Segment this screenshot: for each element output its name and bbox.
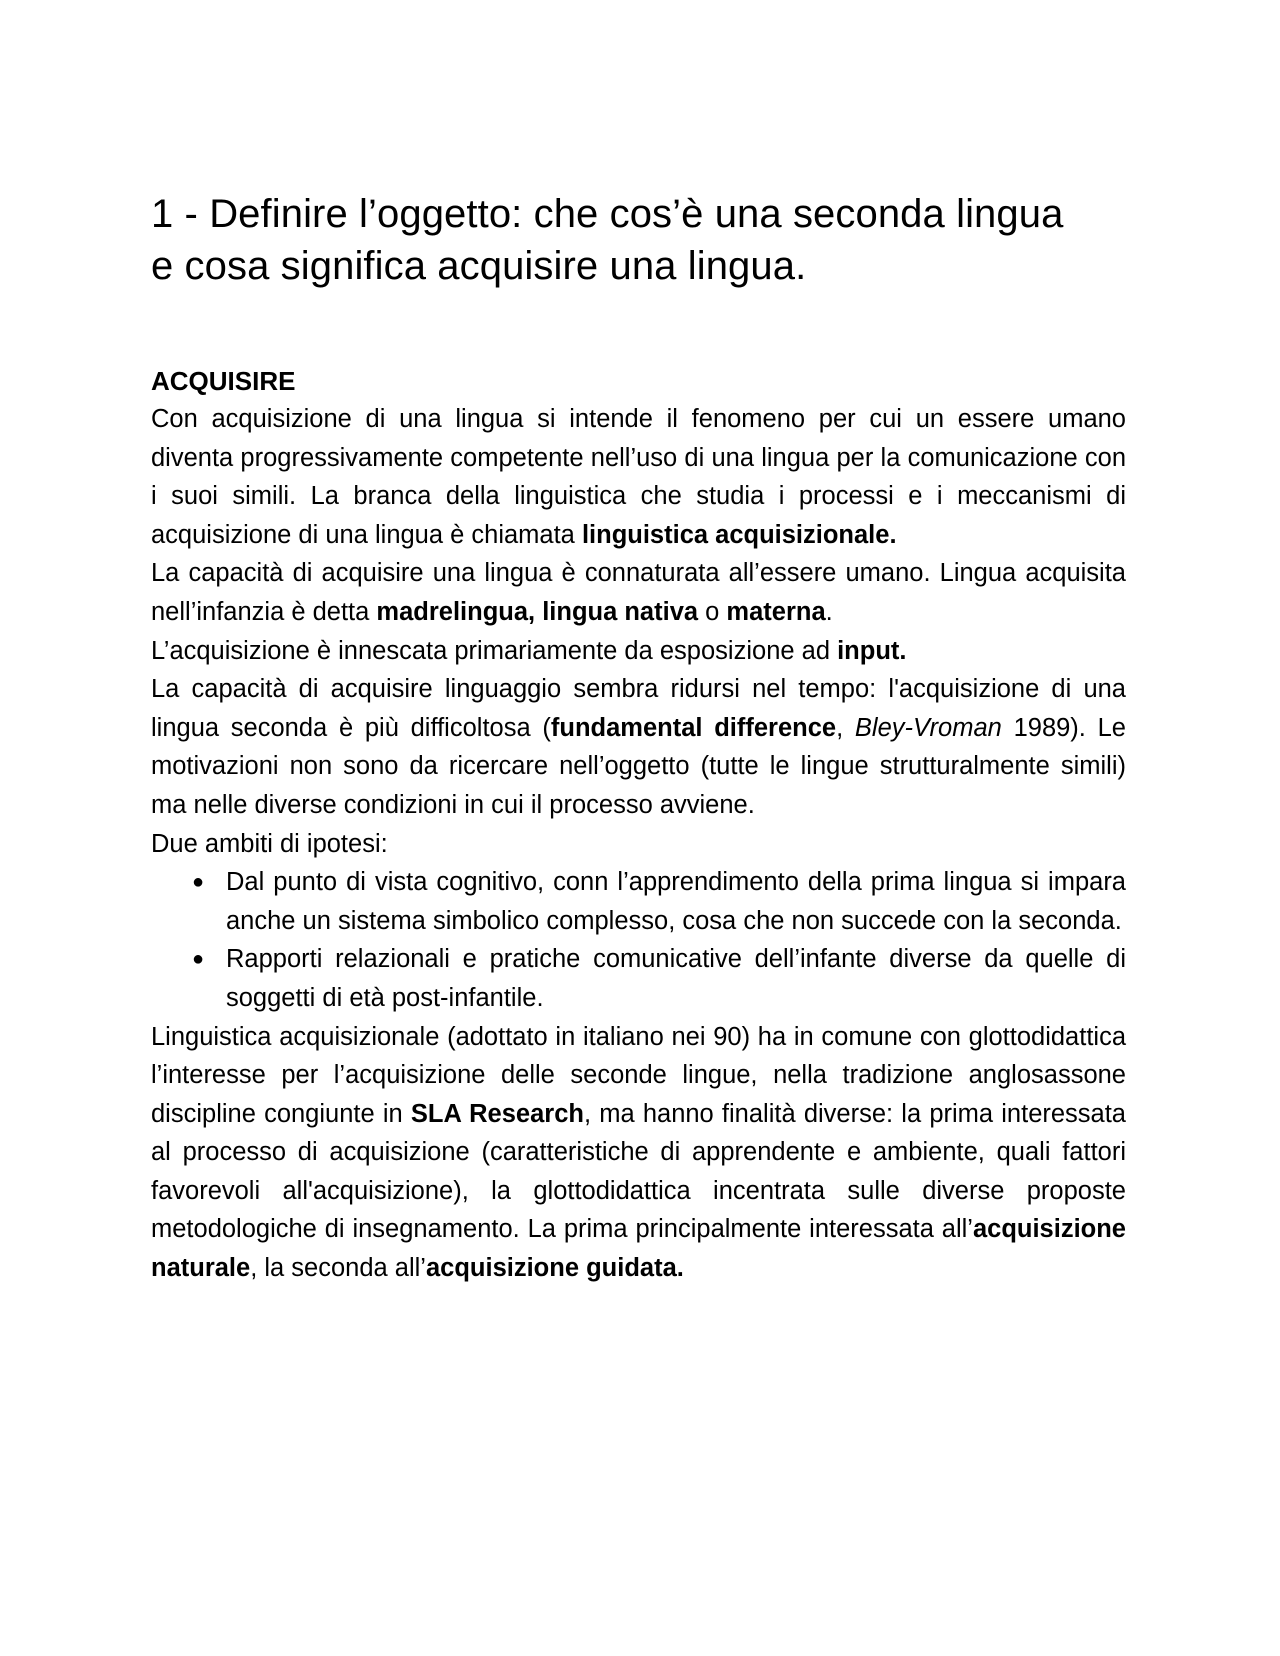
paragraph-fundamental-difference [151,670,1126,824]
section-heading: ACQUISIRE [151,366,296,396]
page-title [151,188,1126,292]
p4-italic-1: Bley-Vroman [854,713,1002,742]
hypotheses-list [151,863,1126,1017]
p1-bold-term: linguistica acquisizionale. [581,520,897,549]
paragraph-native-language [151,554,1126,631]
p4-text-1: La capacità di acquisire linguaggio sembra ridursi nel tempo: l'acquisizione di una lingua seconda è più difficoltosa ( [151,675,1126,742]
paragraph-sla-research [151,1018,1126,1288]
p2-bold-1: madrelingua, lingua nativa [376,597,699,626]
p6-text-1: Linguistica acquisizionale (adottato in italiano nei 90) ha in comune con glottodidattica l’interesse per l’acquisizione delle seconde lingue, nella tradizione anglosassone discipline congiunte in [151,1022,1126,1128]
list-item-text: Dal punto di vista cognitivo, conn l’apprendimento della prima lingua si impara anche un sistema simbolico complesso, cosa che non succede con la seconda. [226,868,1126,935]
paragraph-hypotheses-intro: Due ambiti di ipotesi: [151,829,388,858]
p6-bold-3: acquisizione guidata. [425,1254,684,1283]
list-item [192,863,1126,940]
p1-text: Con acquisizione di una lingua si intende il fenomeno per cui un essere umano diventa progressivamente competente nell’uso di una lingua per la comunicazione con i suoi simili. La branca della linguistica che studia i processi e i meccanismi di acquisizione di una lingua è chiamata [151,405,1126,549]
p6-bold-1: SLA Research [410,1099,584,1128]
list-item-text: Rapporti relazionali e pratiche comunicative dell’infante diverse da quelle di soggetti di età post-infantile. [226,945,1126,1012]
paragraph-input [151,632,1126,671]
title-line-1: 1 - Definire l’oggetto: che cos’è una seconda lingua [151,192,1064,236]
p4-text-2: , [836,713,855,742]
p6-bold-2: acquisizione naturale [151,1215,1126,1283]
list-item [192,940,1126,1017]
title-line-2: e cosa significa acquisire una lingua. [151,244,807,288]
p4-bold-1: fundamental difference [550,713,837,742]
p3-bold-1: input. [837,636,907,665]
p2-text-2: o [698,597,727,626]
document-page [151,188,1126,1288]
paragraph-definition [151,400,1126,554]
p6-text-2: , ma hanno finalità diverse: la prima interessata al processo di acquisizione (caratteristiche di apprendente e ambiente, quali fattori favorevoli all'acquisizione), la glottodidattica incentrata sulle diverse proposte metodologiche di insegnamento. La prima principalmente interessata all’ [151,1099,1126,1244]
bullet-icon: ● [192,948,205,971]
p2-bold-2: materna [726,597,826,626]
p4-text-3: 1989). Le motivazioni non sono da ricercare nell’oggetto (tutte le lingue strutturalmente simili) ma nelle diverse condizioni in cui il processo avviene. [151,713,1126,819]
p6-text-3: , la seconda all’ [250,1254,426,1283]
bullet-icon: ● [192,871,205,894]
p3-text-1: L’acquisizione è innescata primariamente da esposizione ad [151,636,838,665]
p2-text-1: La capacità di acquisire una lingua è connaturata all’essere umano. Lingua acquisita nell’infanzia è detta [151,559,1126,626]
p2-text-3: . [825,597,833,626]
